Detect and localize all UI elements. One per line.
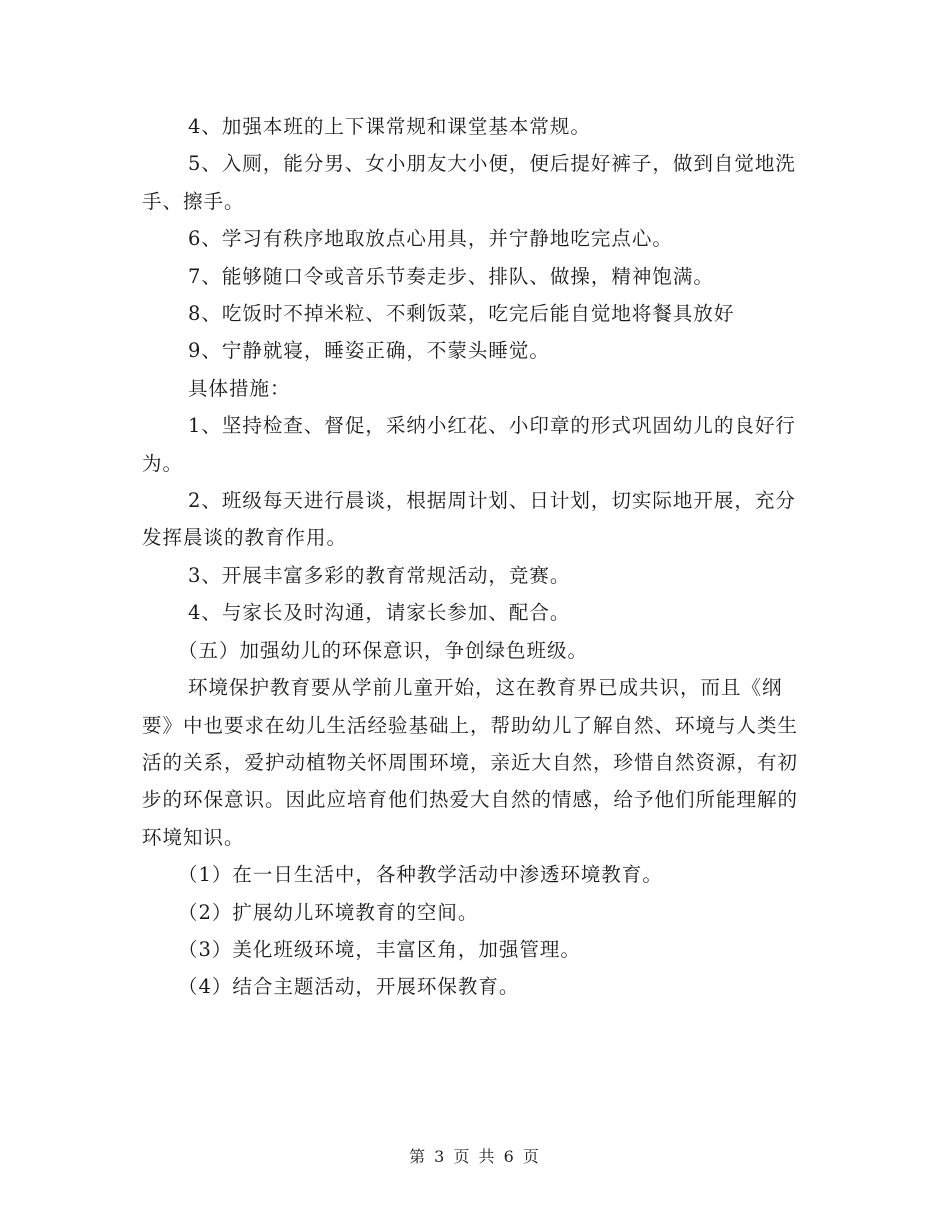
paragraph-environment-item-2: （2）扩展幼儿环境教育的空间。 — [178, 900, 479, 924]
document-body — [142, 108, 810, 1006]
paragraph-environment-item-3: （3）美化班级环境，丰富区角，加强管理。 — [178, 937, 581, 961]
paragraph-rule-9: 9、宁静就寝，睡姿正确，不蒙头睡觉。 — [188, 339, 550, 363]
paragraph-rule-4: 4、加强本班的上下课常规和课堂基本常规。 — [188, 115, 591, 138]
paragraph-measure-4: 4、与家长及时沟通，请家长参加、配合。 — [188, 601, 571, 625]
paragraph-measure-3: 3、开展丰富多彩的教育常规活动，竞赛。 — [188, 563, 571, 587]
paragraph-rule-7: 7、能够随口令或音乐节奏走步、排队、做操，精神饱满。 — [188, 264, 714, 288]
paragraph-measure-1: 1、坚持检查、督促，采纳小红花、小印章的形式巩固幼儿的良好行为。 — [142, 414, 796, 475]
paragraph-rule-6: 6、学习有秩序地取放点心用具，并宁静地吃完点心。 — [188, 227, 673, 251]
page-number-footer: 第 3 页 共 6 页 — [409, 1147, 541, 1166]
paragraph-environment-intro: 环境保护教育要从学前儿童开始，这在教育界已成共识，而且《纲要》中也要求在幼儿生活经验基础上，帮助幼儿了解自然、环境与人类生活的关系，爱护动植物关怀周围环境，亲近大自然，珍惜自然资源，有初步的环保意识。因此应培育他们热爱大自然的情感，给予他们所能理解的环境知识。 — [142, 676, 799, 849]
section-heading-measures: 具体措施： — [188, 376, 291, 400]
section-heading-environment: （五）加强幼儿的环保意识，争创绿色班级。 — [178, 638, 589, 662]
paragraph-rule-8: 8、吃饭时不掉米粒、不剩饭菜，吃完后能自觉地将餐具放好 — [188, 302, 735, 326]
paragraph-rule-5: 5、入厕，能分男、女小朋友大小便，便后提好裤子，做到自觉地洗手、擦手。 — [142, 152, 796, 213]
paragraph-measure-2: 2、班级每天进行晨谈，根据周计划、日计划，切实际地开展，充分发挥晨谈的教育作用。 — [142, 489, 796, 550]
paragraph-environment-item-4: （4）结合主题活动，开展环保教育。 — [178, 975, 520, 999]
paragraph-environment-item-1: （1）在一日生活中，各种教学活动中渗透环境教育。 — [178, 863, 663, 887]
